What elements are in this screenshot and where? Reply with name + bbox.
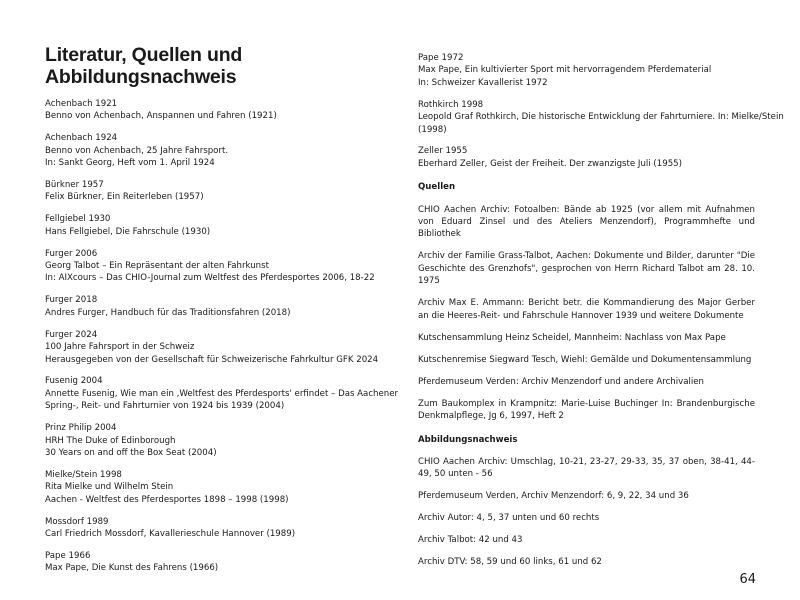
right-column [418,52,784,578]
entry-key: Achenbach 1924 [45,133,118,144]
abbildungsnachweis-list [418,456,755,569]
entry-key: Rothkirch 1998 [418,99,484,110]
entry-line: Benno von Achenbach, 25 Jahre Fahrsport. [45,145,229,156]
entry-line: Herausgegeben von der Gesellschaft für Schweizerische Fahrkultur GFK 2024 [45,354,379,365]
entry-line: Annette Fusenig, Wie man ein ‚Weltfest des Pferdesports' erfindet – Das Aachener [45,388,399,399]
source-entry: Kutschenremise Siegward Tesch, Wiehl: Gemälde und Dokumentensammlung [418,354,752,365]
literature-list-left [45,98,399,575]
literature-entry [45,132,395,169]
literature-entry [45,179,395,204]
entry-key: Fusenig 2004 [45,376,103,387]
literature-entry [45,213,395,238]
entry-line: Max Pape, Die Kunst des Fahrens (1966) [45,563,219,574]
entry-key: Prinz Philip 2004 [45,423,117,434]
literature-entry [418,52,755,89]
literature-entry [418,99,784,136]
entry-line: Spring-, Reit- und Fahrturnier von 1924 bis 1939 (2004) [45,401,285,412]
image-credit-entry: Archiv DTV: 58, 59 und 60 links, 61 und 62 [418,557,602,568]
entry-line: (1998) [418,124,447,135]
entry-key: Pape 1966 [45,550,91,561]
source-entry: Zum Baukomplex in Krampnitz: Marie-Luise Buchinger In: Brandenburgische Denkmalpflege, Jg 6, 1997, Heft 2 [418,398,755,422]
abbildungsnachweis-heading: Abbildungsnachweis [418,434,518,445]
entry-key: Bürkner 1957 [45,180,104,191]
quellen-heading: Quellen [418,182,456,193]
entry-line: Felix Bürkner, Ein Reiterleben (1957) [45,192,204,203]
entry-key: Fellgiebel 1930 [45,214,111,225]
entry-key: Mielke/Stein 1998 [45,469,122,480]
literature-entry [45,294,395,319]
image-credit-entry: Archiv Talbot: 42 und 43 [418,535,523,546]
image-credit-entry: Archiv Autor: 4, 5, 37 unten und 60 rechts [418,513,600,524]
literature-entry [45,98,395,123]
entry-line: Andres Furger, Handbuch für das Traditionsfahren (2018) [45,307,291,318]
entry-line: Carl Friedrich Mossdorf, Kavallerieschule Hannover (1989) [45,528,296,539]
entry-line: 30 Years on and off the Box Seat (2004) [45,447,217,458]
image-credit-entry: CHIO Aachen Archiv: Umschlag, 10-21, 23-27, 29-33, 35, 37 oben, 38-41, 44-49, 50 unten - 56 [418,456,755,480]
source-entry: Kutschensammlung Heinz Scheidel, Mannheim: Nachlass von Max Pape [418,332,726,343]
left-column [45,44,399,584]
literature-entry [45,422,395,459]
entry-line: Aachen - Weltfest des Pferdesportes 1898 – 1998 (1998) [45,494,289,505]
entry-key: Achenbach 1921 [45,99,118,109]
image-credit-entry: Pferdemuseum Verden, Archiv Menzendorf: 6, 9, 22, 34 und 36 [418,491,689,502]
entry-line: Georg Talbot – Ein Repräsentant der alten Fahrkunst [45,261,269,272]
literature-entry [45,248,395,285]
literature-entry [45,550,395,575]
entry-line: In: AIXcours – Das CHIO-Journal zum Weltfest des Pferdesportes 2006, 18-22 [45,273,375,284]
source-entry: CHIO Aachen Archiv: Fotoalben: Bände ab 1925 (vor allem mit Aufnahmen von Eduard Zinsel und des Ateliers Menzendorf), Programmhefte und Bibliothek [418,204,755,240]
quellen-list [418,204,755,423]
page-number: 64 [739,572,756,587]
literature-entry [45,469,395,506]
page-title: Literatur, Quellen und Abbildungsnachweis [45,44,243,88]
entry-line: Leopold Graf Rothkirch, Die historische Entwicklung der Fahrturniere. In: Mielke/Stein [418,112,784,123]
source-entry: Pferdemuseum Verden: Archiv Menzendorf und andere Archivalien [418,376,704,387]
entry-line: Hans Fellgiebel, Die Fahrschule (1930) [45,226,211,237]
entry-key: Zeller 1955 [418,146,468,157]
entry-line: In: Sankt Georg, Heft vom 1. April 1924 [45,158,215,169]
entry-line: HRH The Duke of Edinborough [45,435,176,446]
entry-line: In: Schweizer Kavallerist 1972 [418,77,548,88]
literature-entry [45,329,395,366]
literature-entry [418,145,755,170]
entry-line: Rita Mielke und Wilhelm Stein [45,482,174,493]
entry-key: Furger 2018 [45,295,98,306]
entry-key: Furger 2024 [45,329,98,340]
entry-key: Pape 1972 [418,53,464,63]
source-entry: Archiv Max E. Ammann: Bericht betr. die Kommandierung des Major Gerber an die Heeres-Reit- und Fahrschule Hannover 1939 und weitere Dokumente [418,298,755,321]
entry-key: Furger 2006 [45,248,98,259]
literature-entry [45,516,395,541]
entry-line: Eberhard Zeller, Geist der Freiheit. Der zwanzigste Juli (1955) [418,158,682,169]
entry-line: 100 Jahre Fahrsport in der Schweiz [45,342,195,353]
literature-list-right [418,52,784,170]
entry-key: Mossdorf 1989 [45,516,109,527]
entry-line: Max Pape, Ein kultivierter Sport mit hervorragendem Pferdematerial [418,65,712,76]
source-entry: Archiv der Familie Grass-Talbot, Aachen: Dokumente und Bilder, darunter "Die Geschichte des Grenzhofs", gesprochen von Herrn Richard Talbot am 28. 10. 1975 [418,251,755,287]
entry-line: Benno von Achenbach, Anspannen und Fahren (1921) [45,111,277,122]
literature-entry [45,375,399,412]
